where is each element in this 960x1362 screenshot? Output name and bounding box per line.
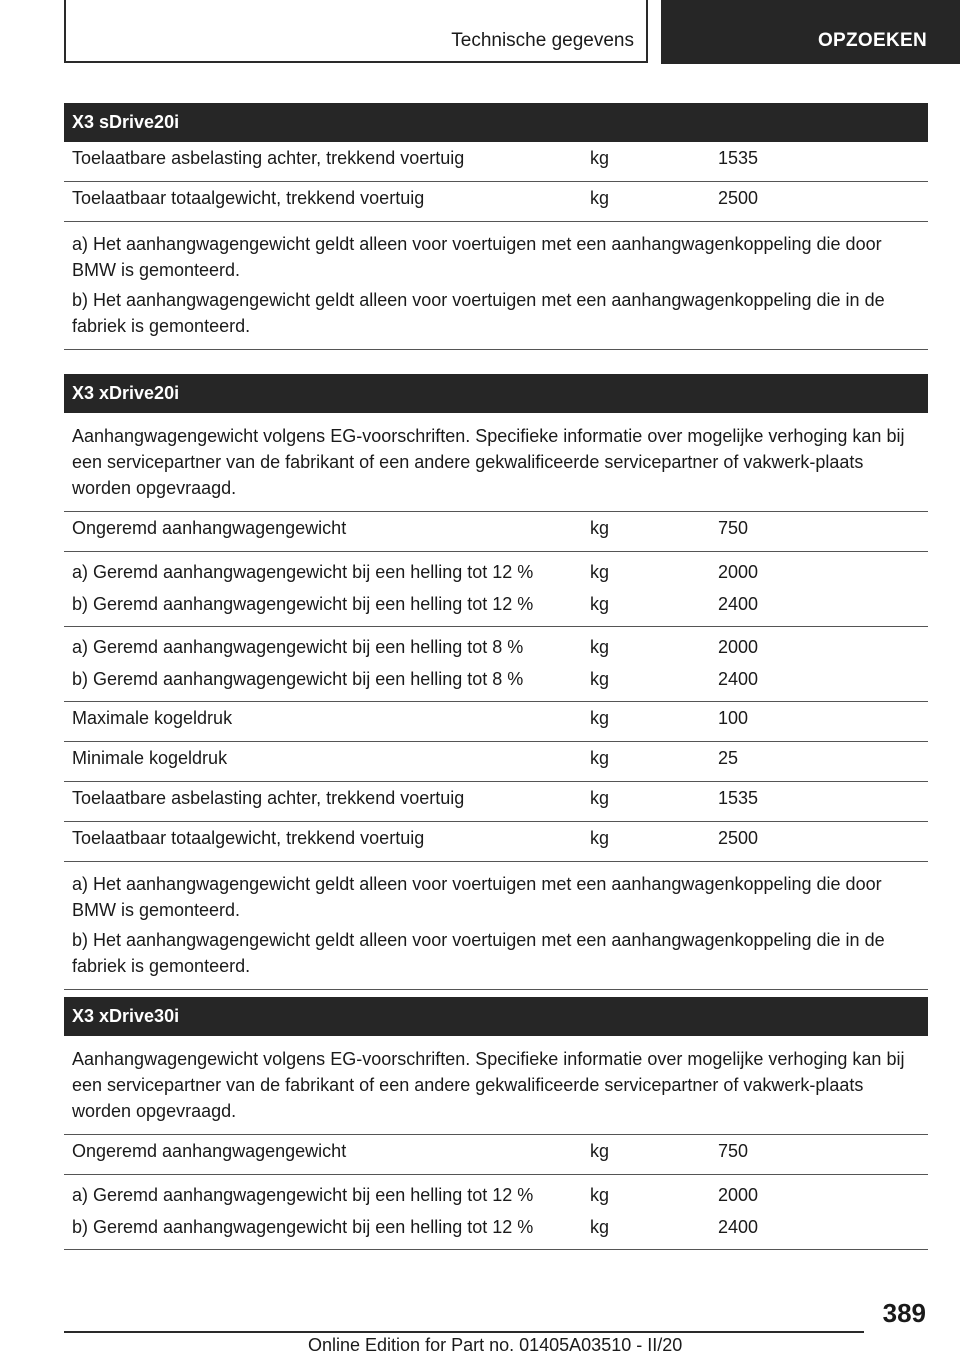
row-value: 100 <box>718 708 749 728</box>
footnotes <box>64 862 928 990</box>
footnotes <box>64 222 928 350</box>
footnote-b: b) Het aanhangwagengewicht geldt alleen voor voertuigen met een aanhangwagenkoppeling die in de fabriek is gemonteerd. <box>72 290 885 336</box>
row-unit: kg <box>590 1185 610 1205</box>
row-label: Toelaatbare asbelasting achter, trekkend voertuig <box>72 148 465 168</box>
row-unit: kg <box>590 1141 610 1161</box>
row-label: b) Geremd aanhangwagengewicht bij een helling tot 12 % <box>72 594 534 614</box>
section-heading: X3 xDrive30i <box>64 997 928 1036</box>
row-unit: kg <box>590 708 610 728</box>
table-row <box>64 822 928 862</box>
footnote-a: a) Het aanhangwagengewicht geldt alleen voor voertuigen met een aanhangwagenkoppeling die door BMW is gemonteerd. <box>72 234 882 280</box>
row-unit: kg <box>590 788 610 808</box>
row-value: 2000 <box>718 1185 759 1205</box>
row-unit: kg <box>590 1217 610 1237</box>
section-intro: Aanhangwagengewicht volgens EG-voorschriften. Specifieke informatie over mogelijke verhoging kan bij een servicepartner van de fabrikant of een andere gekwalificeerde servicepartner of vakwerk-plaats worden opgevraagd. <box>64 413 928 512</box>
row-unit: kg <box>590 637 610 657</box>
row-value: 2000 <box>718 562 759 582</box>
row-label: a) Geremd aanhangwagengewicht bij een helling tot 8 % <box>72 637 524 657</box>
footnote-b: b) Het aanhangwagengewicht geldt alleen voor voertuigen met een aanhangwagenkoppeling die in de fabriek is gemonteerd. <box>72 930 885 976</box>
row-unit: kg <box>590 748 610 768</box>
section-intro: Aanhangwagengewicht volgens EG-voorschriften. Specifieke informatie over mogelijke verhoging kan bij een servicepartner van de fabrikant of een andere gekwalificeerde servicepartner of vakwerk-plaats worden opgevraagd. <box>64 1036 928 1135</box>
row-unit: kg <box>590 188 610 208</box>
row-unit: kg <box>590 594 610 614</box>
row-label: b) Geremd aanhangwagengewicht bij een helling tot 8 % <box>72 669 524 689</box>
table-row <box>64 182 928 222</box>
row-label: Ongeremd aanhangwagengewicht <box>72 518 347 538</box>
edition-text: Online Edition for Part no. 01405A03510 - II/20 <box>308 1335 683 1355</box>
row-unit: kg <box>590 562 610 582</box>
table-row <box>64 782 928 822</box>
row-unit: kg <box>590 518 610 538</box>
table-row <box>64 1135 928 1175</box>
header-frame <box>64 0 648 63</box>
table-row <box>64 512 928 552</box>
row-value: 1535 <box>718 788 759 808</box>
row-label: Toelaatbaar totaalgewicht, trekkend voertuig <box>72 828 425 848</box>
footnote-a: a) Het aanhangwagengewicht geldt alleen voor voertuigen met een aanhangwagenkoppeling die door BMW is gemonteerd. <box>72 874 882 920</box>
table-row <box>64 627 928 702</box>
section-heading: X3 sDrive20i <box>64 103 928 142</box>
table-row <box>64 142 928 182</box>
row-value: 2400 <box>718 594 759 614</box>
section-title: Technische gegevens <box>451 30 634 51</box>
row-label: Ongeremd aanhangwagengewicht <box>72 1141 347 1161</box>
row-value: 2000 <box>718 637 759 657</box>
table-row <box>64 1175 928 1250</box>
row-value: 2400 <box>718 669 759 689</box>
row-unit: kg <box>590 828 610 848</box>
row-label: b) Geremd aanhangwagengewicht bij een helling tot 12 % <box>72 1217 534 1237</box>
footer-divider <box>64 1331 864 1333</box>
row-value: 750 <box>718 518 749 538</box>
section-x3-xdrive30i <box>64 997 928 1250</box>
section-x3-xdrive20i <box>64 374 928 990</box>
row-value: 2500 <box>718 828 759 848</box>
row-label: Toelaatbaar totaalgewicht, trekkend voertuig <box>72 188 425 208</box>
lookup-tab[interactable] <box>661 0 960 64</box>
row-value: 25 <box>718 748 739 768</box>
row-label: a) Geremd aanhangwagengewicht bij een helling tot 12 % <box>72 562 534 582</box>
row-value: 2500 <box>718 188 759 208</box>
page-number: 389 <box>882 1298 926 1328</box>
row-value: 2400 <box>718 1217 759 1237</box>
section-x3-sdrive20i <box>64 103 928 350</box>
row-label: a) Geremd aanhangwagengewicht bij een helling tot 12 % <box>72 1185 534 1205</box>
table-row <box>64 702 928 742</box>
row-value: 1535 <box>718 148 759 168</box>
section-heading: X3 xDrive20i <box>64 374 928 413</box>
lookup-tab-label: OPZOEKEN <box>817 30 927 51</box>
table-row <box>64 742 928 782</box>
table-row <box>64 552 928 627</box>
row-label: Toelaatbare asbelasting achter, trekkend voertuig <box>72 788 465 808</box>
row-unit: kg <box>590 669 610 689</box>
row-unit: kg <box>590 148 610 168</box>
row-value: 750 <box>718 1141 749 1161</box>
row-label: Maximale kogeldruk <box>72 708 233 728</box>
row-label: Minimale kogeldruk <box>72 748 228 768</box>
